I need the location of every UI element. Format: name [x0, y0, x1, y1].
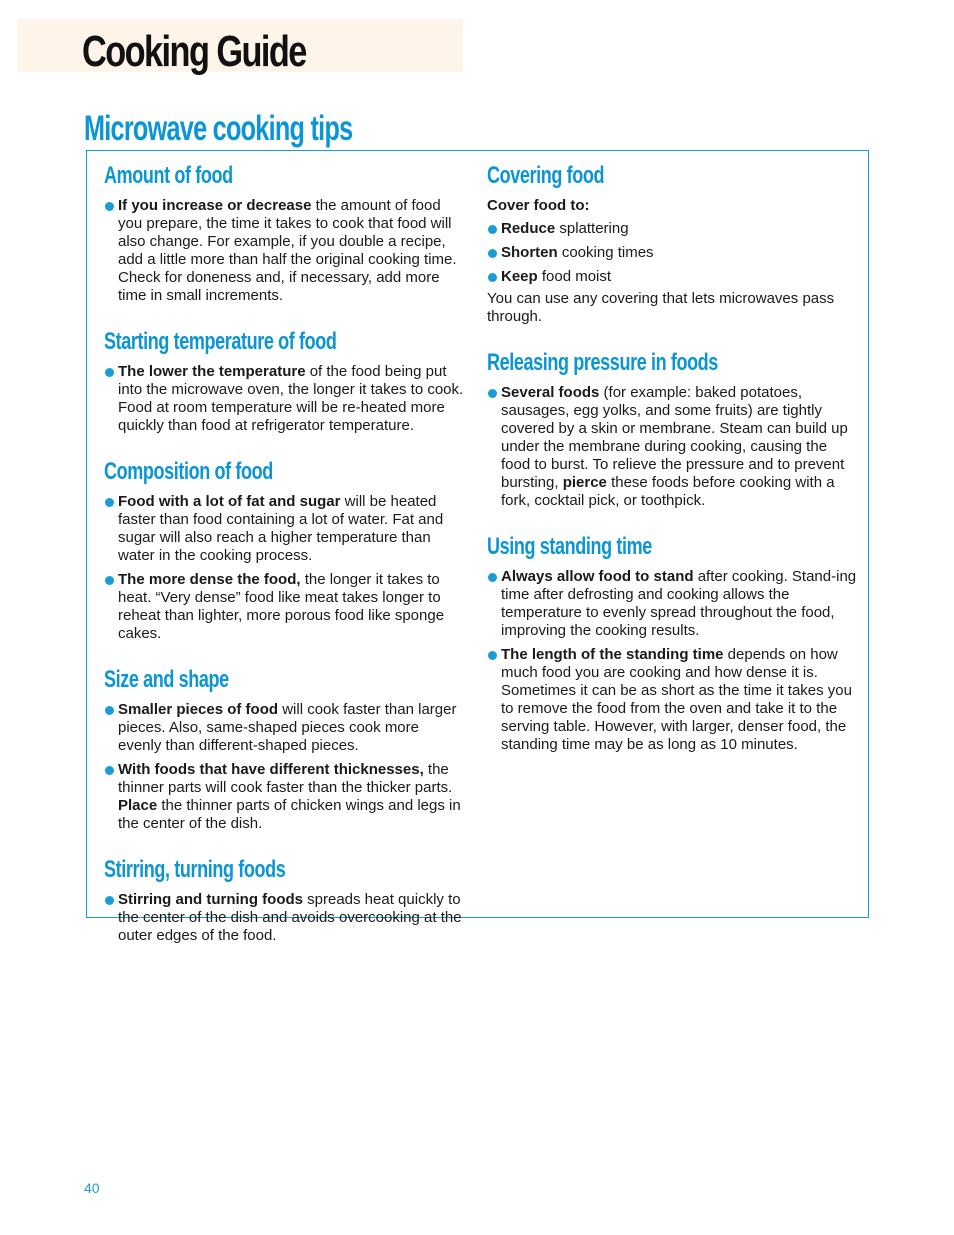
bullet-dot-icon [488, 249, 497, 258]
starting-temperature-heading: Starting temperature of food [104, 328, 337, 355]
bullet-dot-icon [105, 576, 114, 585]
composition-heading: Composition of food [104, 458, 273, 485]
bullet-text: (for example: baked potatoes, sausages, egg yolks, and some fruits) are tightly covered by a skin or membrane. Steam can build up under the membrane during cooking, causing the food to burst. To relieve the pressure and to prevent bursting, [501, 384, 848, 491]
bullet-bold-text: Always allow food to stand [501, 568, 694, 585]
bullet-text: splattering [555, 220, 629, 237]
stirring-section [104, 855, 466, 945]
pressure-section [487, 348, 857, 510]
list-item [104, 571, 466, 643]
list-item [104, 761, 466, 833]
bullet-bold-text: The length of the standing time [501, 646, 724, 663]
standing-time-section [487, 532, 857, 754]
list-item [487, 384, 857, 510]
bullet-text: of the food being put into the microwave oven, the longer it takes to cook. Food at room temperature will be re-heated more quickly than food at refrigerator temperature. [118, 363, 464, 434]
list-item [487, 268, 857, 286]
bullet-dot-icon [488, 389, 497, 398]
amount-of-food-section [104, 161, 466, 305]
bullet-bold-text: Keep [501, 268, 538, 285]
list-item [104, 701, 466, 755]
bullet-dot-icon [105, 368, 114, 377]
covering-section [487, 161, 857, 326]
tips-box [86, 150, 869, 944]
covering-outro: You can use any covering that lets microwaves pass through. [487, 290, 835, 325]
bullet-text: will cook faster than larger pieces. Also, same-shaped pieces cook more evenly than different-shaped pieces. [118, 701, 457, 754]
list-item [104, 197, 466, 305]
bullet-text: cooking times [557, 244, 654, 261]
bullet-bold-text: The lower the temperature [118, 363, 306, 380]
bullet-bold-text: Shorten [501, 244, 558, 261]
list-item [104, 493, 466, 565]
bullet-text: will be heated faster than food containing a lot of water. Fat and sugar will also reach a higher temperature than water in the cooking process. [118, 493, 444, 564]
bullet-dot-icon [105, 498, 114, 507]
bullet-bold-text: If you increase or decrease [118, 197, 312, 214]
covering-heading: Covering food [487, 162, 605, 189]
bullet-bold-text: The more dense the food, [118, 571, 301, 588]
list-item [487, 220, 857, 238]
size-shape-heading: Size and shape [104, 666, 229, 693]
section-title: Microwave cooking tips [84, 109, 353, 148]
bullet-dot-icon [488, 573, 497, 582]
bullet-dot-icon [105, 202, 114, 211]
bullet-dot-icon [105, 706, 114, 715]
list-item [487, 568, 857, 640]
bullet-text: the thinner parts of chicken wings and legs in the center of the dish. [118, 797, 461, 832]
page-number: 40 [84, 1180, 100, 1196]
bullet-bold-text: Smaller pieces of food [118, 701, 279, 718]
bullet-bold-text: Place [118, 797, 158, 814]
bullet-text: the thinner parts will cook faster than the thicker parts. [118, 761, 453, 796]
bullet-bold-text: Reduce [501, 220, 556, 237]
bullet-dot-icon [488, 651, 497, 660]
bullet-dot-icon [105, 766, 114, 775]
list-item [487, 244, 857, 262]
left-column [104, 161, 466, 967]
bullet-bold-text: With foods that have different thicknesses, [118, 761, 424, 778]
bullet-bold-text: Food with a lot of fat and sugar [118, 493, 341, 510]
bullet-text: food moist [537, 268, 612, 285]
list-item [104, 363, 466, 435]
bullet-bold-text: Several foods [501, 384, 600, 401]
composition-section [104, 457, 466, 643]
bullet-text: the longer it takes to heat. “Very dense” food like meat takes longer to reheat than lighter, more porous food like sponge cakes. [118, 571, 445, 642]
size-shape-section [104, 665, 466, 833]
bullet-text: these foods before cooking with a fork, cocktail pick, or toothpick. [501, 474, 835, 509]
bullet-text: the amount of food you prepare, the time it takes to cook that food will also change. For example, if you double a recipe, add a little more than half the original cooking time. Check for doneness and, if necessary, add more time in small increments. [118, 197, 457, 304]
pressure-heading: Releasing pressure in foods [487, 349, 718, 376]
page-title: Cooking Guide [82, 27, 306, 76]
bullet-bold-text: pierce [562, 474, 607, 491]
bullet-dot-icon [488, 225, 497, 234]
covering-intro: Cover food to: [487, 197, 590, 214]
stirring-heading: Stirring, turning foods [104, 856, 286, 883]
bullet-text: spreads heat quickly to the center of the dish and avoids overcooking at the outer edges of the food. [118, 891, 462, 944]
amount-of-food-heading: Amount of food [104, 162, 233, 189]
list-item [104, 891, 466, 945]
list-item [487, 646, 857, 754]
bullet-text: after cooking. Stand-ing time after defrosting and cooking allows the temperature to evenly spread throughout the food, improving the cooking results. [501, 568, 857, 639]
starting-temperature-section [104, 327, 466, 435]
bullet-bold-text: Stirring and turning foods [118, 891, 303, 908]
bullet-dot-icon [488, 273, 497, 282]
standing-time-heading: Using standing time [487, 533, 652, 560]
bullet-dot-icon [105, 896, 114, 905]
right-column [487, 161, 857, 776]
bullet-text: depends on how much food you are cooking and how dense it is. Sometimes it can be as short as the time it takes you to remove the food from the oven and take it to the serving table. However, with larger, denser food, the standing time may be as long as 10 minutes. [501, 646, 852, 753]
